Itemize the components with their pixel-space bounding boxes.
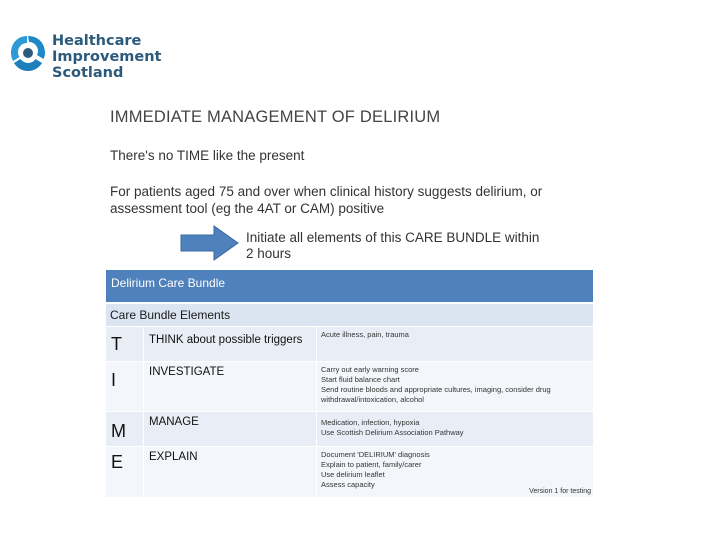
column-divider (316, 447, 317, 497)
detail-line: Assess capacity (321, 480, 375, 489)
table-row (106, 411, 593, 446)
page-title: IMMEDIATE MANAGEMENT OF DELIRIUM (110, 108, 441, 126)
column-divider (143, 447, 144, 497)
row-letter: I (111, 370, 117, 390)
detail-line: Carry out early warning score (321, 365, 419, 374)
row-element: INVESTIGATE (149, 366, 225, 378)
row-letter: T (111, 334, 122, 354)
subtitle: There's no TIME like the present (110, 148, 305, 163)
column-divider (316, 362, 317, 411)
row-details (321, 450, 589, 490)
detail-line: Send routine bloods and appropriate cultures, imaging, consider drug withdrawal/intoxication, alcohol (321, 385, 551, 404)
his-logo-icon (8, 33, 48, 79)
detail-line: Medication, infection, hypoxia (321, 418, 420, 427)
detail-line: Use Scottish Delirium Association Pathway (321, 428, 464, 437)
detail-line: Document 'DELIRIUM' diagnosis (321, 450, 430, 459)
column-divider (143, 362, 144, 411)
row-element: EXPLAIN (149, 451, 198, 463)
row-letter: M (111, 421, 126, 441)
column-divider (316, 412, 317, 446)
row-letter: E (111, 452, 124, 472)
table-row (106, 326, 593, 361)
column-divider (143, 327, 144, 361)
row-details (321, 365, 589, 405)
logo-line-3: Scotland (52, 65, 124, 81)
his-logo (8, 33, 168, 83)
care-bundle-table (106, 270, 593, 497)
version-note: Version 1 for testing (529, 488, 591, 495)
detail-line: Acute illness, pain, trauma (321, 330, 409, 339)
criteria-text: For patients aged 75 and over when clinical history suggests delirium, or assessment tool (eg the 4AT or CAM) positive (110, 184, 543, 216)
right-arrow-icon (180, 224, 240, 262)
row-details (321, 418, 589, 438)
bundle-header: Delirium Care Bundle (106, 270, 593, 302)
table-row (106, 446, 593, 497)
detail-line: Use delirium leaflet (321, 470, 385, 479)
detail-line: Explain to patient, family/carer (321, 460, 422, 469)
logo-wordmark (52, 33, 161, 81)
row-element: MANAGE (149, 416, 199, 428)
logo-line-2: Improvement (52, 49, 162, 65)
instruction-text: Initiate all elements of this CARE BUNDLE within 2 hours (246, 230, 540, 261)
row-details (321, 330, 589, 340)
elements-header: Care Bundle Elements (106, 304, 593, 326)
detail-line: Start fluid balance chart (321, 375, 400, 384)
column-divider (143, 412, 144, 446)
row-element: THINK about possible triggers (149, 334, 303, 346)
logo-line-1: Healthcare (52, 33, 142, 49)
column-divider (316, 327, 317, 361)
table-row (106, 361, 593, 411)
